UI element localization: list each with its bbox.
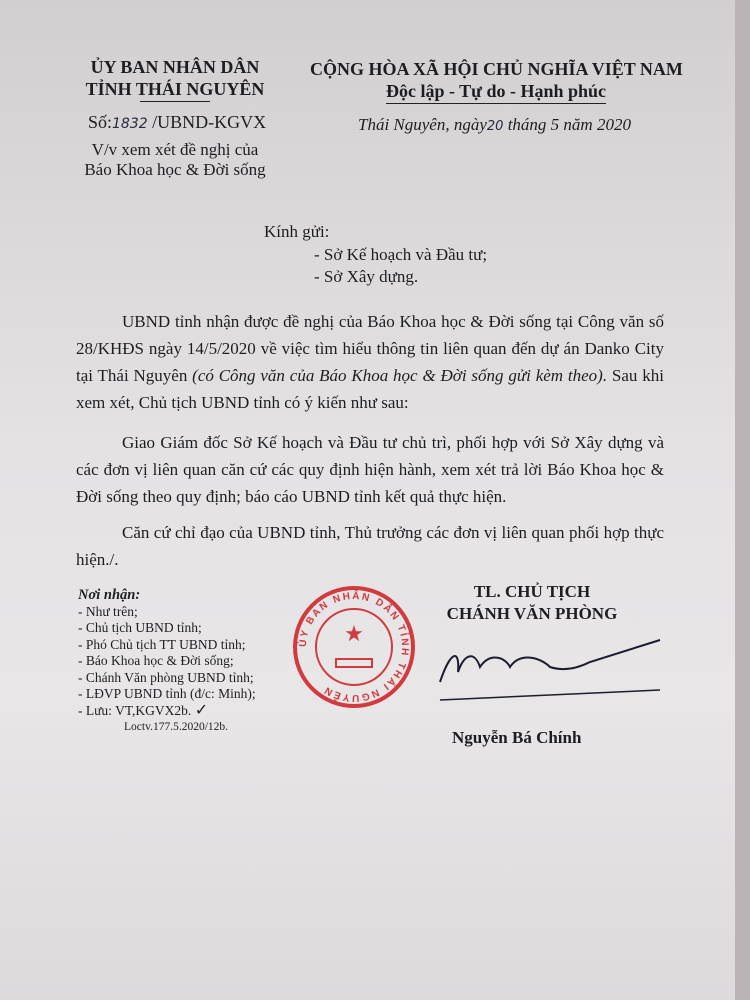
signature-line2: CHÁNH VĂN PHÒNG xyxy=(446,604,618,623)
recipient: - Phó Chủ tịch TT UBND tỉnh; xyxy=(78,636,246,652)
signature-title xyxy=(422,581,642,625)
closing-section xyxy=(76,582,664,787)
addressees-list xyxy=(314,244,487,288)
paragraph-3: Căn cứ chỉ đạo của UBND tỉnh, Thủ trưởng các đơn vị liên quan phối hợp thực hiện./. xyxy=(76,523,664,569)
handwritten-signature xyxy=(420,632,670,712)
paragraph-2: Giao Giám đốc Sở Kế hoạch và Đầu tư chủ trì, phối hợp với Sở Xây dựng và các đơn vị liên quan căn cứ các quy định hiện hành, xem xét trả lời Báo Khoa học & Đời sống theo quy định; báo cáo UBND tỉnh kết quả thực hiện. xyxy=(76,433,664,506)
recipient: - Chủ tịch UBND tỉnh; xyxy=(78,620,202,635)
divider xyxy=(386,103,606,104)
official-seal xyxy=(292,585,416,709)
signer-name: Nguyễn Bá Chính xyxy=(452,728,582,747)
seal-text: ỦY BAN NHÂN DÂN TỈNH THÁI NGUYÊN xyxy=(297,590,411,704)
addressees-label: Kính gửi: xyxy=(264,222,330,241)
addressee: - Sở Kế hoạch và Đầu tư; xyxy=(314,245,488,264)
number-suffix: /UBND-KGVX xyxy=(152,112,267,132)
date-prefix: Thái Nguyên, ngày xyxy=(358,115,487,134)
star-icon: ★ xyxy=(344,621,364,646)
recipient: - LĐVP UBND tỉnh (đ/c: Minh); xyxy=(78,686,256,701)
recipients-footer: Loctv.177.5.2020/12b. xyxy=(124,721,229,733)
recipients-label: Nơi nhận: xyxy=(78,587,141,603)
issuer-line1: ỦY BAN NHÂN DÂN xyxy=(90,57,260,77)
issuer-line2: TỈNH THÁI NGUYÊN xyxy=(85,79,265,99)
national-header xyxy=(310,58,682,104)
date-day: 20 xyxy=(486,119,504,134)
paragraph-text: Sau khi xem xét, Chủ tịch UBND tỉnh có ý kiến như sau: xyxy=(76,366,664,412)
number-prefix: Số: xyxy=(88,112,113,132)
recipient: - Như trên; xyxy=(78,603,138,619)
date-suffix: tháng 5 năm 2020 xyxy=(507,115,631,134)
national-title: CỘNG HÒA XÃ HỘI CHỦ NGHĨA VIỆT NAM xyxy=(310,59,683,79)
issuer-header xyxy=(70,56,280,102)
paragraph-text: UBND tỉnh nhận được đề nghị của Báo Khoa học & Đời sống tại Công văn số 28/KHĐS ngày 14/5/2020 về việc tìm hiểu thông tin liên quan đến dự án Danko City tại Thái Nguyên xyxy=(76,312,664,385)
addressee: - Sở Xây dựng. xyxy=(314,267,419,286)
date-line xyxy=(358,115,631,135)
recipient: - Báo Khoa học & Đời sống; xyxy=(78,653,234,668)
letter-body xyxy=(76,308,664,787)
recipients xyxy=(78,587,256,736)
divider xyxy=(140,101,210,102)
recipient: - Chánh Văn phòng UBND tỉnh; xyxy=(78,669,254,685)
subject xyxy=(70,140,280,180)
subject-line1: V/v xem xét đề nghị của xyxy=(91,140,259,159)
paragraph-1 xyxy=(76,308,664,416)
national-motto: Độc lập - Tự do - Hạnh phúc xyxy=(385,81,607,101)
signature-line1: TL. CHỦ TỊCH xyxy=(473,582,591,601)
document-number xyxy=(88,112,266,133)
number-handwritten: 1832 xyxy=(112,116,148,132)
checkmark-icon: ✓ xyxy=(194,701,209,719)
page-edge xyxy=(735,0,750,1000)
paragraph-italic: (có Công văn của Báo Khoa học & Đời sống gửi kèm theo). xyxy=(192,366,608,385)
recipient: - Lưu: VT,KGVX2b. xyxy=(78,702,192,718)
subject-line2: Báo Khoa học & Đời sống xyxy=(84,160,266,179)
